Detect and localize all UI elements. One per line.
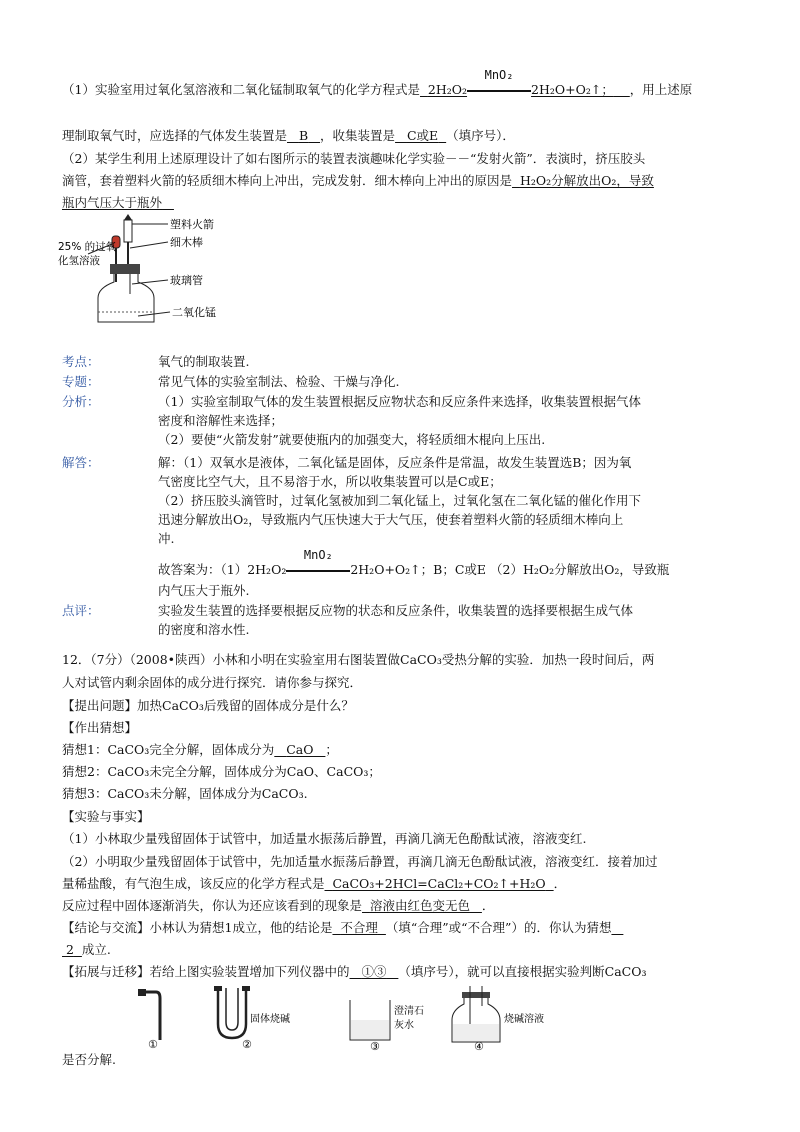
q12-head: 12．（7分）（2008•陕西）小林和小明在实验室用右图装置做CaCO₃受热分解的实验．加热一段时间后，两 — [62, 652, 655, 667]
q11-answer-reason: H₂O₂分解放出O₂，导致 — [519, 173, 654, 188]
u-tube-figure — [214, 986, 290, 1051]
kaodian-text: 氧气的制取装置. — [158, 354, 250, 369]
q12-exp-4: 反应过程中固体逐渐消失，你认为还应该看到的现象是 溶液由红色变无色 ． — [62, 898, 495, 913]
apparatus-num-2: ② — [242, 1038, 252, 1051]
label-mno2: 二氧化锰 — [172, 306, 216, 319]
u-tube-label: 固体烧碱 — [250, 1014, 290, 1025]
jieda-line-5: 冲. — [158, 531, 175, 546]
label-h2o2-25-b: 化氢溶液 — [58, 255, 100, 267]
answer-catalyst: MnO₂ — [303, 548, 333, 562]
apparatus-num-1: ① — [148, 1038, 158, 1051]
q12-guess-1: 猜想1：CaCO₃完全分解，固体成分为 CaO ； — [62, 742, 338, 757]
q11-answer-device: B — [298, 128, 309, 143]
q12-question: 【提出问题】加热CaCO₃后残留的固体成分是什么？ — [62, 698, 354, 713]
q12-guess1-answer: CaO — [286, 742, 314, 757]
q12-exp-3: 量稀盐酸，有气泡生成，该反应的化学方程式是 CaCO₃+2HCl=CaCl₂+CO₂↑+H₂O ． — [62, 876, 567, 891]
q12-guess-3: 猜想3：CaCO₃未分解，固体成分为CaCO₃. — [62, 786, 308, 801]
q12-extension: 【拓展与迁移】若给上图实验装置增加下列仪器中的 ①③ （填序号），就可以直接根据实验判断CaCO₃ — [62, 964, 647, 979]
dianping-line-1: 实验发生装置的选择要根据反应物的状态和反应条件，收集装置的选择要根据生成气体 — [158, 603, 634, 618]
q11-line3: （2）某学生利用上述原理设计了如右图所示的装置表演趣味化学实验－－“发射火箭”．表演时，挤压胶头 — [62, 151, 646, 166]
q11-line4: 滴管，套着塑料火箭的轻质细木棒向上冲出，完成发射．细木棒向上冲出的原因是 H₂O₂分解放出O₂，导致 — [62, 173, 654, 188]
q12-conclusion-2: 2 成立. — [62, 940, 111, 958]
q12-line2: 人对试管内剩余固体的成分进行探究．请你参与探究． — [62, 675, 363, 690]
label-h2o2-25-a: 25% 的过氧 — [58, 241, 117, 253]
q12-guess-answer: 2 — [65, 942, 74, 957]
limewater-label-a: 澄清石 — [394, 1006, 424, 1017]
dianping-line-2: 的密度和溶水性. — [158, 622, 250, 637]
bent-tube-figure — [138, 989, 160, 1051]
beaker-figure — [350, 1000, 424, 1052]
q12-extension-answer: ①③ — [361, 964, 387, 979]
q11-eq-answer: 2H₂O₂ MnO₂ 2H₂O+O₂↑； — [427, 68, 614, 97]
limewater-label-b: 灰水 — [394, 1020, 414, 1031]
rocket-apparatus-figure — [58, 212, 228, 332]
q12-exp-2: （2）小明取少量残留固体于试管中，先加适量水振荡后静置，再滴几滴无色酚酞试液，溶液变红．接着加过 — [62, 854, 658, 869]
q12-conclusion: 【结论与交流】小林认为猜想1成立，他的结论是 不合理 （填“合理”或“不合理”）的．你认为猜想 — [62, 920, 612, 935]
jieda-label: 解答： — [62, 455, 100, 470]
zhuanti-text: 常见气体的实验室制法、检验、干燥与净化. — [158, 374, 400, 389]
q12-exp-1: （1）小林取少量残留固体于试管中，加适量水振荡后静置，再滴几滴无色酚酞试液，溶液变红. — [62, 831, 587, 846]
q12-conclusion-answer: 不合理 — [340, 920, 378, 935]
q12-phenomenon-answer: 溶液由红色变无色 — [369, 898, 470, 913]
jieda-line-1: 解：（1）双氧水是液体，二氧化锰是固体，反应条件是常温，故发生装置选B；因为氧 — [158, 455, 632, 470]
q11-line1: （1）实验室用过氧化氢溶液和二氧化锰制取氧气的化学方程式是 2H₂O₂ MnO₂ 2H₂O+O₂↑； ，用上述原 — [62, 68, 693, 97]
zhuanti-label: 专题： — [62, 374, 100, 389]
q12-equation-answer: CaCO₃+2HCl=CaCl₂+CO₂↑+H₂O — [332, 876, 546, 891]
fenxi-line-3: （2）要使“火箭发射”就要使瓶内的加强变大，将轻质细木棍向上压出. — [158, 432, 546, 447]
naoh-solution-label: 烧碱溶液 — [504, 1014, 544, 1025]
jieda-line-3: （2）挤压胶头滴管时，过氧化氢被加到二氧化锰上，过氧化氢在二氧化锰的催化作用下 — [158, 493, 641, 508]
q11-line5 — [62, 193, 174, 211]
q11-answer-collect: C或E — [406, 128, 439, 143]
fenxi-line-2: 密度和溶解性来选择； — [158, 413, 284, 428]
q12-hypothesis-heading: 【作出猜想】 — [62, 720, 138, 735]
label-glass-tube: 玻璃管 — [170, 274, 203, 287]
jieda-line-2: 气密度比空气大，且不易溶于水，所以收集装置可以是C或E； — [158, 474, 502, 489]
q12-experiment-heading: 【实验与事实】 — [62, 809, 150, 824]
fenxi-line-1: （1）实验室制取气体的发生装置根据反应物状态和反应条件来选择，收集装置根据气体 — [158, 394, 641, 409]
q12-last-line: 是否分解. — [62, 1052, 116, 1067]
kaodian-label: 考点： — [62, 354, 100, 369]
jieda-line-4: 迅速分解放出O₂，导致瓶内气压快速大于大气压，使套着塑料火箭的轻质细木棒向上 — [158, 512, 624, 527]
wash-bottle-figure — [452, 986, 544, 1052]
dianping-label: 点评： — [62, 603, 100, 618]
apparatus-figures — [130, 984, 550, 1052]
answer-line-2: 内气压大于瓶外. — [158, 583, 250, 598]
apparatus-num-3: ③ — [370, 1040, 380, 1052]
label-plastic-rocket: 塑料火箭 — [170, 218, 214, 231]
q11-answer-reason-cont: 瓶内气压大于瓶外 — [62, 195, 163, 210]
label-thin-stick: 细木棒 — [170, 236, 203, 249]
q11-line2: 理制取氧气时，应选择的气体发生装置是 B ，收集装置是 C或E （填序号）． — [62, 128, 515, 143]
catalyst-label: MnO₂ — [484, 68, 514, 82]
answer-line-1: 故答案为：（1）2H₂O₂ MnO₂ 2H₂O+O₂↑；B；C或E （2）H₂O₂分解放出O₂，导致瓶 — [158, 548, 670, 577]
q12-guess-2: 猜想2：CaCO₃未完全分解，固体成分为CaO、CaCO₃； — [62, 764, 381, 779]
fenxi-label: 分析： — [62, 394, 100, 409]
apparatus-num-4: ④ — [474, 1040, 484, 1052]
